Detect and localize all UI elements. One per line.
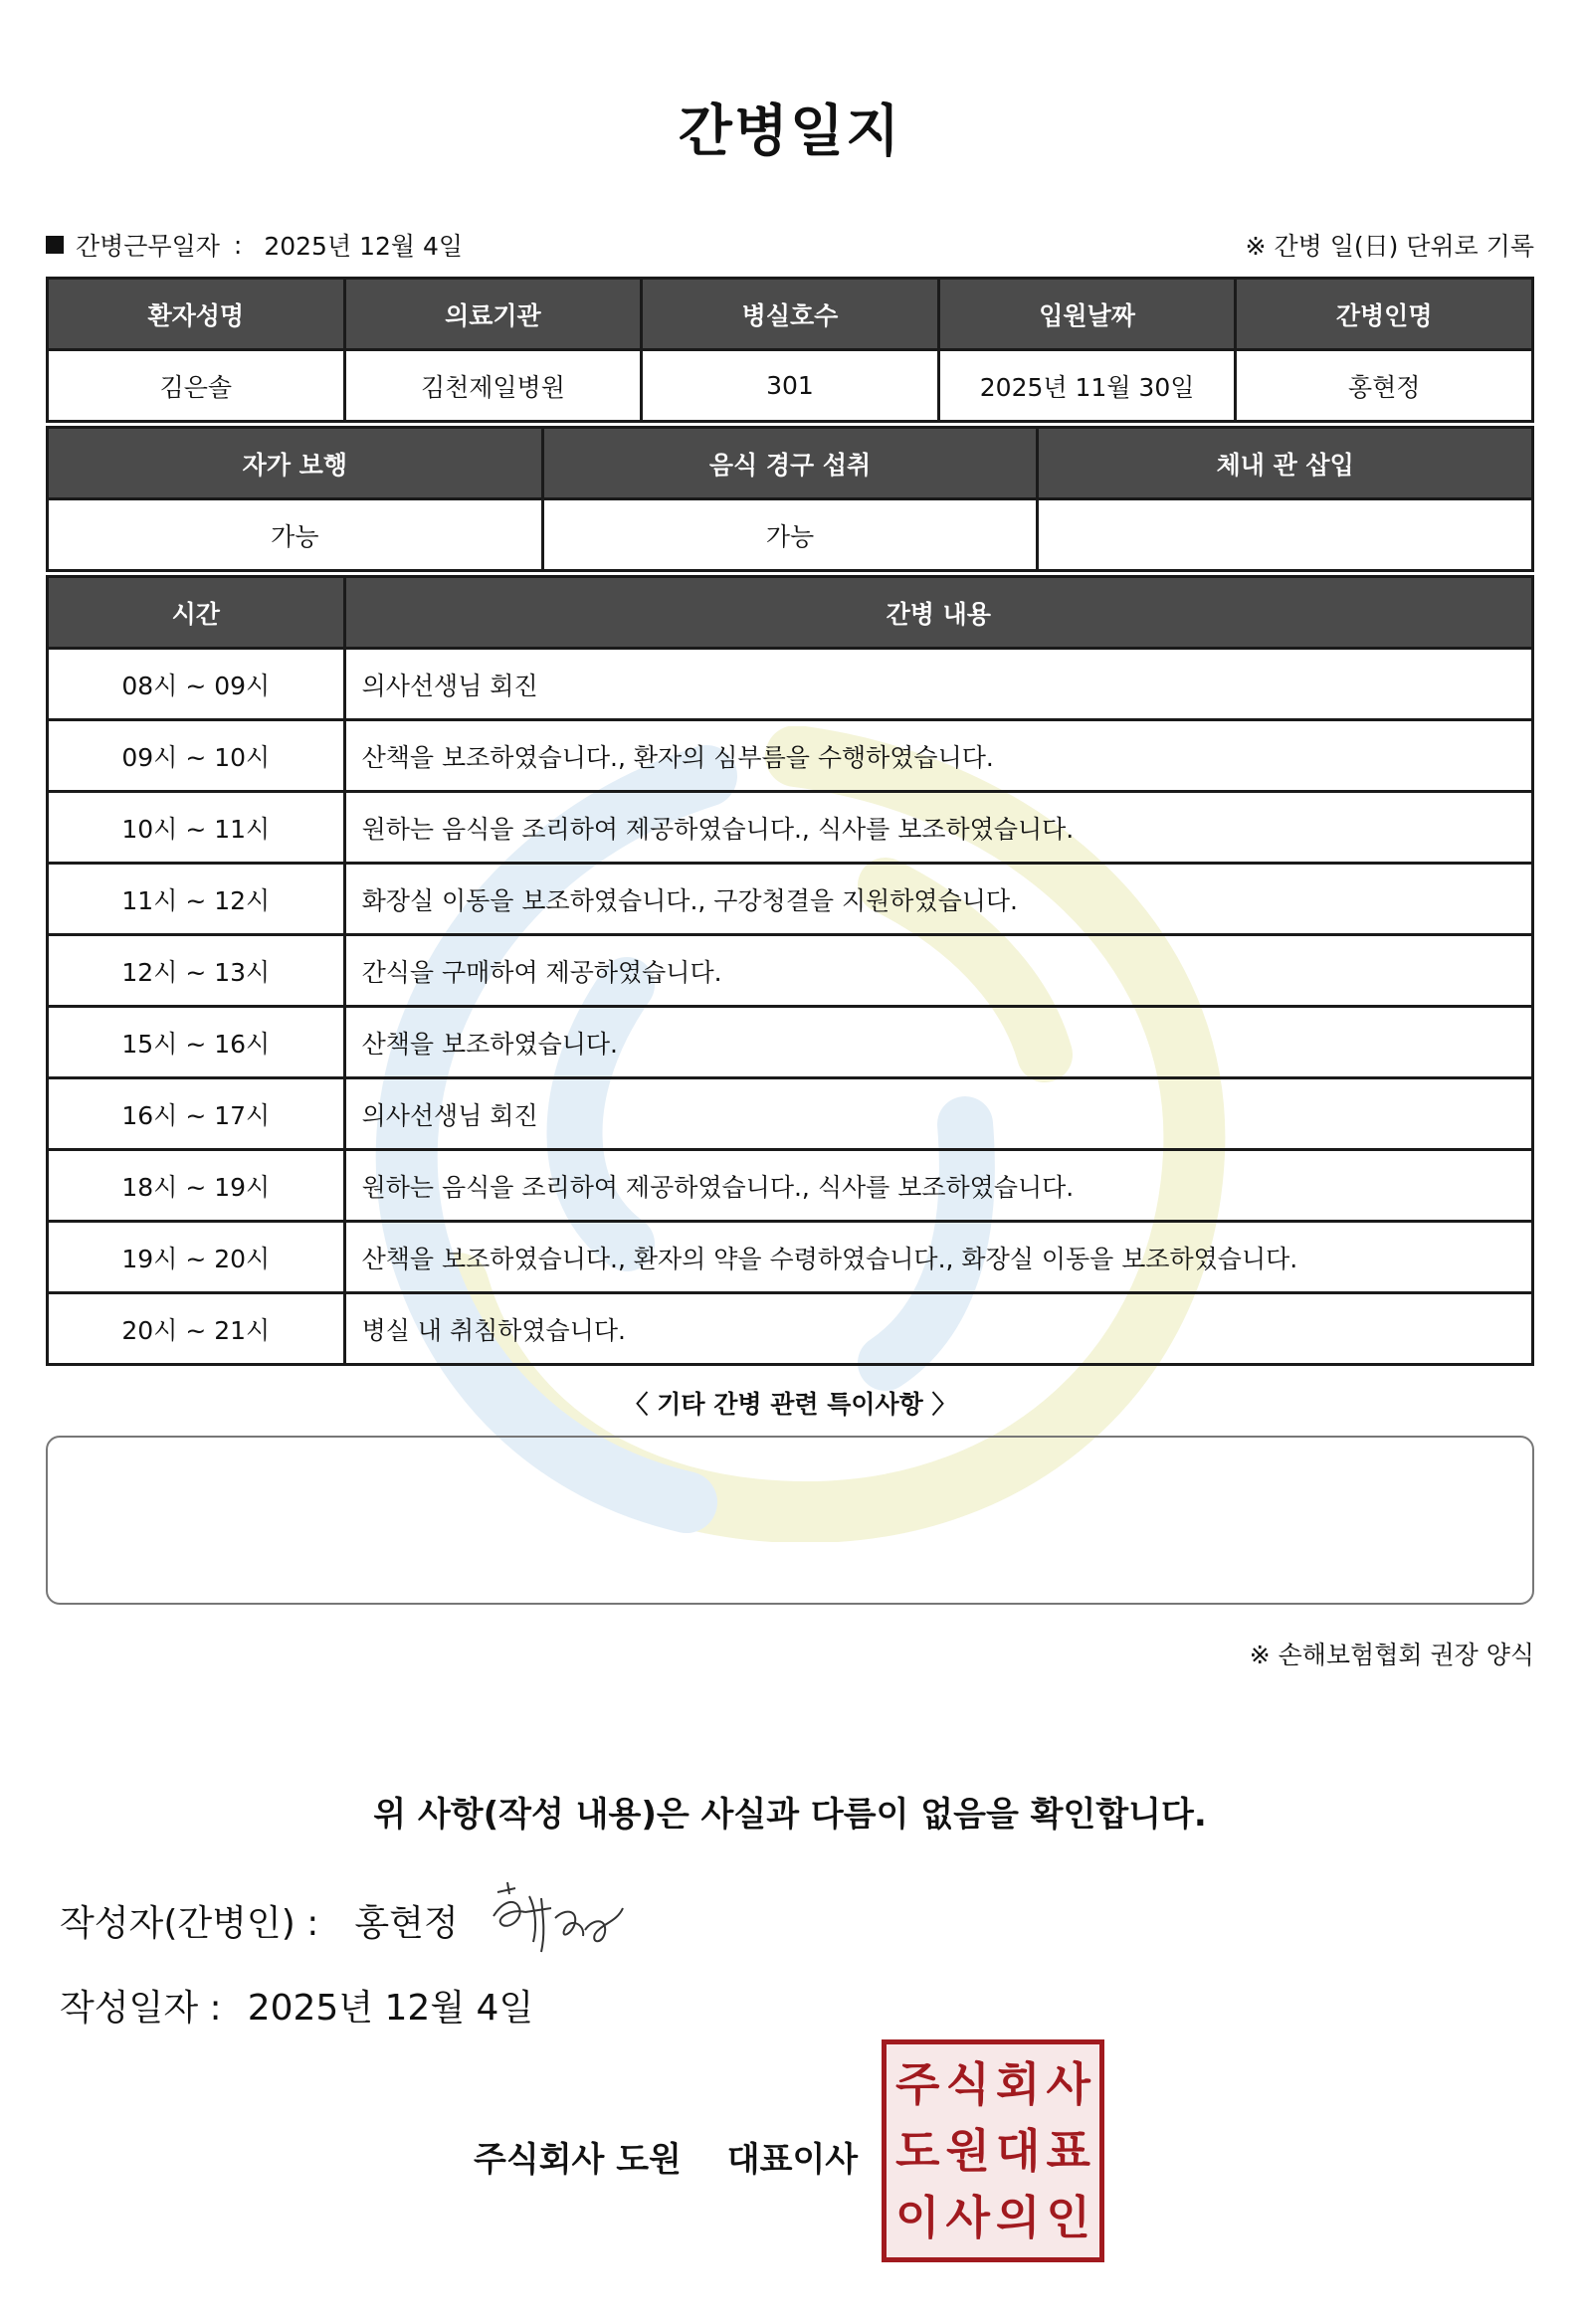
stamp-char: 사: [945, 2191, 990, 2245]
unit-note: ※ 간병 일(日) 단위로 기록: [1245, 232, 1534, 261]
table-row: [48, 935, 1533, 1007]
patient-status-table: [46, 426, 1534, 572]
handwritten-signature: [486, 1878, 635, 1960]
log-content: 의사선생님 회진: [344, 1078, 1532, 1150]
header-room-number: 병실호수: [642, 279, 939, 350]
table-row: [48, 1222, 1533, 1293]
patient-table-header: [48, 279, 1533, 350]
hospital-name: 김천제일병원: [344, 350, 642, 422]
stamp-char: 대: [996, 2123, 1041, 2178]
status-table-row: [48, 499, 1533, 571]
stamp-char: 의: [996, 2191, 1041, 2245]
table-row: [48, 792, 1533, 864]
header-tube-insertion: 체내 관 삽입: [1038, 428, 1533, 499]
status-table-header: [48, 428, 1533, 499]
header-self-walking: 자가 보행: [48, 428, 543, 499]
care-log-table: [46, 575, 1534, 1366]
log-time: 19시 ~ 20시: [48, 1222, 345, 1293]
log-time: 12시 ~ 13시: [48, 935, 345, 1007]
header-admission-date: 입원날짜: [938, 279, 1236, 350]
work-date-value: 2025년 12월 4일: [264, 232, 464, 261]
table-row: [48, 864, 1533, 935]
log-content: 의사선생님 회진: [344, 649, 1532, 720]
work-date-label: 간병근무일자: [76, 232, 220, 261]
log-time: 09시 ~ 10시: [48, 720, 345, 792]
patient-name: 김은솔: [48, 350, 345, 422]
log-content: 산책을 보조하였습니다., 환자의 심부름을 수행하였습니다.: [344, 720, 1532, 792]
square-bullet-icon: [46, 236, 64, 254]
table-row: [48, 1293, 1533, 1365]
log-time: 16시 ~ 17시: [48, 1078, 345, 1150]
log-time: 18시 ~ 19시: [48, 1150, 345, 1222]
written-date-label: 작성일자 :: [60, 1988, 222, 2029]
table-row: [48, 720, 1533, 792]
log-content: 화장실 이동을 보조하였습니다., 구강청결을 지원하였습니다.: [344, 864, 1532, 935]
stamp-char: 식: [945, 2056, 990, 2111]
author-name: 홍현정: [354, 1903, 459, 1944]
stamp-char: 원: [945, 2123, 990, 2178]
patient-info-table: [46, 277, 1534, 423]
page-title: 간병일지: [678, 99, 902, 164]
log-time: 10시 ~ 11시: [48, 792, 345, 864]
company-name: 주식회사 도원: [474, 2140, 682, 2180]
stamp-char: 도: [895, 2123, 940, 2178]
log-time: 15시 ~ 16시: [48, 1007, 345, 1078]
header-time: 시간: [48, 577, 345, 649]
stamp-char: 이: [895, 2191, 940, 2245]
form-source-note: ※ 손해보험협회 권장 양식: [1249, 1641, 1534, 1669]
header-caregiver-name: 간병인명: [1236, 279, 1533, 350]
log-time: 11시 ~ 12시: [48, 864, 345, 935]
log-time: 20시 ~ 21시: [48, 1293, 345, 1365]
header-hospital: 의료기관: [344, 279, 642, 350]
admission-date: 2025년 11월 30일: [938, 350, 1236, 422]
work-date-line: [46, 227, 463, 263]
self-walking-value: 가능: [48, 499, 543, 571]
company-ceo-title: 대표이사: [726, 2140, 859, 2180]
log-content: 산책을 보조하였습니다.: [344, 1007, 1532, 1078]
remarks-box: [46, 1436, 1534, 1605]
company-signature-line: [474, 2132, 858, 2181]
table-row: [48, 1078, 1533, 1150]
stamp-char: 표: [1046, 2123, 1090, 2178]
stamp-char: 주: [895, 2056, 940, 2111]
log-content: 간식을 구매하여 제공하였습니다.: [344, 935, 1532, 1007]
header-care-content: 간병 내용: [344, 577, 1532, 649]
tube-insertion-value: [1038, 499, 1533, 571]
table-row: [48, 649, 1533, 720]
log-content: 원하는 음식을 조리하여 제공하였습니다., 식사를 보조하였습니다.: [344, 1150, 1532, 1222]
log-table-header: [48, 577, 1533, 649]
log-content: 원하는 음식을 조리하여 제공하였습니다., 식사를 보조하였습니다.: [344, 792, 1532, 864]
stamp-char: 인: [1046, 2191, 1090, 2245]
log-content: 병실 내 취침하였습니다.: [344, 1293, 1532, 1365]
log-time: 08시 ~ 09시: [48, 649, 345, 720]
stamp-char: 사: [1046, 2056, 1090, 2111]
header-patient-name: 환자성명: [48, 279, 345, 350]
log-content: 산책을 보조하였습니다., 환자의 약을 수령하였습니다., 화장실 이동을 보조하였습니다.: [344, 1222, 1532, 1293]
author-line: [60, 1895, 459, 1946]
company-seal-stamp: [882, 2039, 1104, 2262]
room-number: 301: [642, 350, 939, 422]
oral-intake-value: 가능: [542, 499, 1038, 571]
written-date-value: 2025년 12월 4일: [247, 1988, 534, 2029]
table-row: [48, 1007, 1533, 1078]
confirmation-statement: 위 사항(작성 내용)은 사실과 다름이 없음을 확인합니다.: [373, 1795, 1207, 1835]
author-label: 작성자(간병인) :: [60, 1903, 319, 1944]
written-date-line: [60, 1980, 533, 2031]
remarks-title: 〈 기타 간병 관련 특이사항 〉: [623, 1390, 957, 1419]
caregiver-name: 홍현정: [1236, 350, 1533, 422]
header-oral-intake: 음식 경구 섭취: [542, 428, 1038, 499]
stamp-char: 회: [996, 2056, 1041, 2111]
table-row: [48, 1150, 1533, 1222]
work-date-colon: :: [233, 230, 243, 260]
patient-table-row: [48, 350, 1533, 422]
